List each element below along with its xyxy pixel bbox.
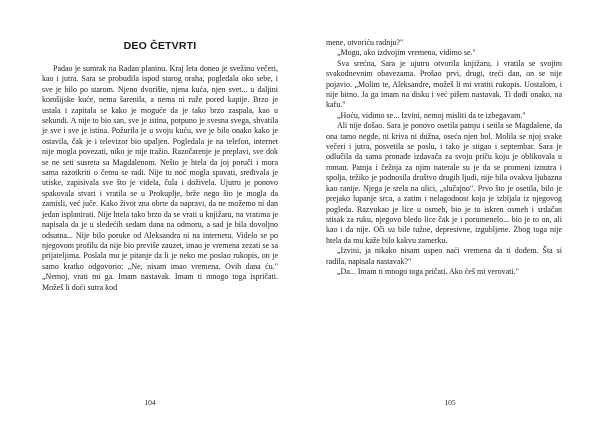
paragraph: „Da... Imam ti mnogo toga pričati. Ako ćeš mi verovati." xyxy=(337,266,519,276)
page-number-right: 105 xyxy=(444,398,456,407)
chapter-title: DEO ČETVRTI xyxy=(123,40,197,52)
right-text-column xyxy=(326,38,562,277)
left-text-column xyxy=(42,40,278,293)
paragraph: mene, otvoriću radnju?" xyxy=(326,38,404,47)
right-page xyxy=(300,0,600,424)
paragraph: „Hoću, vidimo se... Izvini, nemoj misliti da te izbegavam." xyxy=(337,110,526,120)
paragraph: Padao je sumrak na Radan planinu. Kraj leta doneo je svežinu večeri, kao i jutra. Sara se probudila ispod starog oraha, pogledala oko sebe, i sve je bilo po starom. Njeno dvorište, njena kuća, njen svet... u daljini komšijske kuće, nema šarenila, a nema ni ruže pored kapije. Brzo je ustala i zapitala se kako je moguće da je tako brzo zaspala, kao u sekundi. A nije to bio san, sve je istina, potpuno je svesna svega, shvatila je sve i sve je istina. Požurila je u svoju kuću, sve je bilo onako kako je ostavila, čak je i televizor bio upaljen. Pogledala je na telefon, internet nije mogla povezati, niko je nije tražio. Razočarenje je preplavi, sve dok se ne seti susreta sa Magdalenom. Nešto je htela da joj poruči i mora sama razotkriti o čemu se radi. Nije tu noć mogla spavati, sređivala je utiske, zapisivala sve što je videla, čula i doživela. Ujutru je ponovo spakovala stvari i vratila se u Prokuplje, brže nego što je mogla da zamisli, već juče. Kako život zna obrte da napravi, da ne možemo ni dan jedan isplanirati. Nije htela tako brzo da se vrati u knjižaru, na vratima je napisala da je u sledećih sedam dana na odmoru, a sad je bila dovoljno odsutna... Nije bilo poruke od Aleksandra ni na internetu. Videlo se po njegovom profilu da nije bio previše zauzet, imao je vremena zezati se sa prijateljima. Poslala mu je pitanje da li je neko me poslao rukopis, on je samo kratko odgovorio: „Ne, nisam imao vremena. Ovih dana ću." „Nemoj, vrati mi ga. Imam nastavak. Imam ti mnogo toga ispričati. Možeš li doći sutra kod xyxy=(42,64,278,292)
paragraph: „Mogu, ako izdvojim vremena, vidimo se." xyxy=(337,48,476,58)
paragraph: Sva srećna, Sara je ujutru otvorila knjižaru, i vratila se svojim svakodnevnim obavezama. Prošao prvi, drugi, treći dan, on se nije pojavio. „Molim te, Aleksandre, možeš li mi vratiti rukopis. Uostalom, i nije bitno. Ja ga imam na disku i već pišem nastavak. Ti dođi onako, na kafu." xyxy=(326,58,562,110)
paragraph: Ali nije došao. Sara je ponovo osetila patnju i setila se Magdalene, da ona tamo negde, ni kriva ni dužna, oseća njen bol. Molila se njoj svake večeri i jutra, posvetila se poslu, i tako je stigao i septembar. Sara je odlučila da sama pronađe izdavača za svoju priču koju je oblikovala u roman. Patnja i čežnja za njim naterale su je da se promeni iznutra i spolja, težiko je podnosila društvo drugih ljudi, nije bila ovakva ljubazna kao ranije. Njega je srela na ulici, „slučajno". Prvo što je osetila, bilo je prejako lupanje srca, a zatim i nelagodnost koja je izbijala iz njegovog pogleda. Razvukao je lice u osmeh, bio je to iskren osmeh i srdačan stisak za ruku, njegovo bledo lice čak je i porumenelo... bio je to on, ali kao i da nije. Oči su bile tužne, depresivne, izgubljene. Zbog toga nije htela da mu kaže bilo kakvu zamerku. xyxy=(326,121,562,245)
page-number-left: 104 xyxy=(144,398,156,407)
paragraph: „Izvini, ja nikako nisam uspeo naći vremena da ti dođem. Šta si radila, napisala nastavak?" xyxy=(326,246,562,266)
